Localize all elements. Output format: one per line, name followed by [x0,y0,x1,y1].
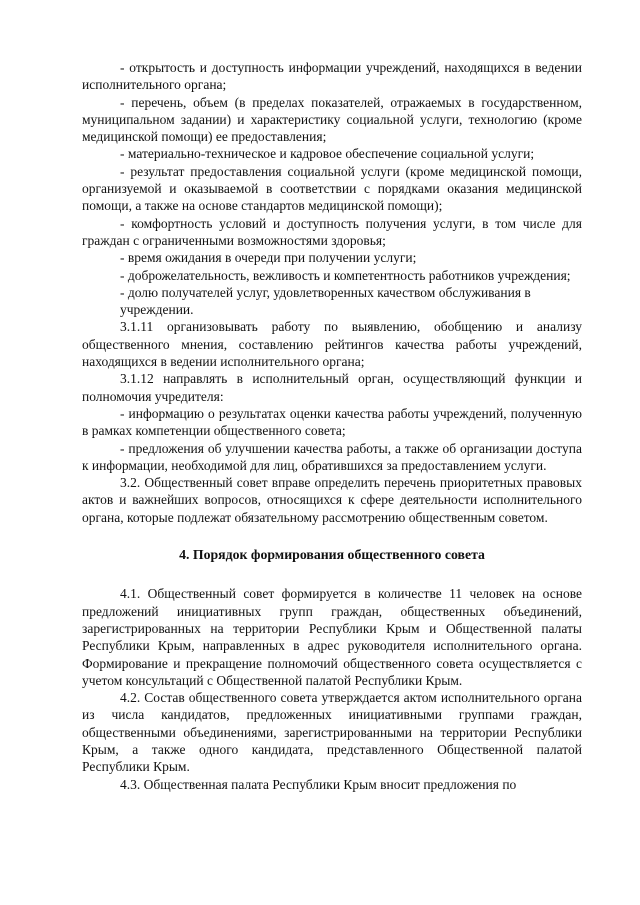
paragraph-4-1: 4.1. Общественный совет формируется в количестве 11 человек на основе предложений инициативных групп граждан, общественных объединений, зарегистрированных на территории Республики Крым и Общественной палаты Республики Крым, направленных в адрес руководителя исполнительного органа. Формирование и прекращение полномочий общественного совета осуществляется с учетом консультаций с Общественной палатой Республики Крым. [82,586,582,688]
document-page [82,59,582,793]
paragraph-3-1-11: 3.1.11 организовывать работу по выявлению, обобщению и анализу общественного мнения, составлению рейтингов качества работы учреждений, находящихся в ведении исполнительного органа; [82,319,582,370]
paragraph-3-1-12-b: - предложения об улучшении качества работы, а также об организации доступа к информации, необходимой для лиц, обратившихся за предоставлением услуги. [82,440,582,473]
paragraph-4-3: 4.3. Общественная палата Республики Крым вносит предложения по [120,776,517,792]
list-item: - время ожидания в очереди при получении услуги; [120,250,417,266]
list-item-line: - долю получателей услуг, удовлетворенных качеством обслуживания в [120,284,531,300]
list-item: - открытость и доступность информации учреждений, находящихся в ведении исполнительного органа; [82,60,582,93]
list-item-line: учреждении. [120,302,194,318]
paragraph-3-1-12: 3.1.12 направлять в исполнительный орган, осуществляющий функции и полномочия учредителя: [82,371,582,404]
paragraph-4-2: 4.2. Состав общественного совета утверждается актом исполнительного органа из числа кандидатов, предложенных инициативными группами граждан, общественными объединениями, зарегистрированными на территории Республики Крым, а также одного кандидата, представленного Общественной палатой Республики Крым. [82,690,582,775]
paragraph-3-2: 3.2. Общественный совет вправе определить перечень приоритетных правовых актов и важнейших вопросов, относящихся к сфере деятельности исполнительного органа, которые подлежат обязательному рассмотрению общественным советом. [82,475,582,525]
paragraph-3-1-12-a: - информацию о результатах оценки качества работы учреждений, полученную в рамках компетенции общественного совета; [82,405,582,439]
list-item: - перечень, объем (в пределах показателей, отражаемых в государственном, муниципальном задании) и характеристику социальной услуги, технологию (кроме медицинской помощи) ее предоставления; [82,94,582,145]
list-item: - комфортность условий и доступность получения услуги, в том числе для граждан с ограниченными возможностями здоровья; [82,215,582,248]
list-item: - материально-техническое и кадровое обеспечение социальной услуги; [120,146,535,162]
list-item: - результат предоставления социальной услуги (кроме медицинской помощи, организуемой и оказываемой в соответствии с порядками оказания медицинской помощи, а также на основе стандартов медицинской помощи); [82,163,582,214]
section-heading: 4. Порядок формирования общественного совета [179,547,485,563]
list-item: - доброжелательность, вежливость и компетентность работников учреждения; [120,267,571,283]
list-item-last [82,284,582,319]
